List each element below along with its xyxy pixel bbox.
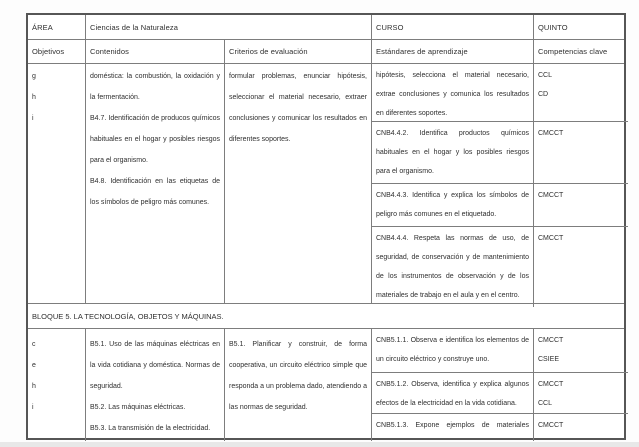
curso-label: CURSO bbox=[372, 15, 534, 39]
competencia-code: CMCCT bbox=[538, 337, 564, 344]
competencia-code: CCL bbox=[538, 400, 553, 407]
objetivo-letter: c bbox=[32, 341, 36, 348]
competencias-cell bbox=[534, 122, 628, 183]
contenido-item: B5.2. Las máquinas eléctricas. bbox=[90, 404, 186, 411]
competencia-code: CMCCT bbox=[538, 130, 564, 137]
estandar-row bbox=[372, 184, 628, 227]
competencias-cell bbox=[534, 64, 628, 121]
objetivo-letter: e bbox=[32, 362, 36, 369]
contenidos-header: Contenidos bbox=[86, 40, 225, 63]
estandar-text-cell bbox=[372, 329, 534, 372]
objetivo-letter: i bbox=[32, 404, 34, 411]
contenido-item: B5.3. La transmisión de la electricidad. bbox=[90, 425, 211, 432]
competencia-code: CMCCT bbox=[538, 422, 564, 429]
competencias-cell bbox=[534, 184, 628, 226]
criterios-header: Criterios de evaluación bbox=[225, 40, 372, 63]
objetivo-letter: h bbox=[32, 94, 36, 101]
objetivo-letter: h bbox=[32, 383, 36, 390]
header-row-area bbox=[28, 15, 624, 40]
block5-estandares-column bbox=[372, 329, 628, 441]
estandar-text: CNB5.1.1. Observa e identifica los elementos de un circuito eléctrico y construye uno. bbox=[376, 337, 529, 363]
criterio-item: formular problemas, enunciar hipótesis, seleccionar el material necesario, extraer conclusiones y comunicar los resultados en diferentes soportes. bbox=[229, 73, 367, 143]
estandar-text-cell bbox=[372, 414, 534, 441]
contenido-item: B4.8. Identificación en las etiquetas de los símbolos de peligro más comunes. bbox=[90, 178, 220, 206]
estandar-text: CNB4.4.3. Identifica y explica los símbolos de peligro más comunes en el etiquetado. bbox=[376, 192, 529, 218]
contenido-item: doméstica: la combustión, la oxidación y la fermentación. bbox=[90, 73, 220, 101]
estandar-row bbox=[372, 373, 628, 414]
estandar-row bbox=[372, 329, 628, 373]
estandar-text-cell bbox=[372, 227, 534, 307]
competencia-code: CCL bbox=[538, 72, 553, 79]
estandares-header: Estándares de aprendizaje bbox=[372, 40, 534, 63]
competencias-cell bbox=[534, 373, 628, 413]
estandar-row bbox=[372, 227, 628, 307]
block4-contenidos-cell bbox=[86, 64, 225, 303]
estandar-text-cell bbox=[372, 184, 534, 226]
estandar-text: CNB5.1.2. Observa, identifica y explica algunos efectos de la electricidad en la vida cotidiana. bbox=[376, 381, 529, 407]
estandar-text-cell bbox=[372, 373, 534, 413]
competencias-cell bbox=[534, 414, 628, 441]
competencia-code: CSIEE bbox=[538, 356, 560, 363]
column-header-row bbox=[28, 40, 624, 64]
block4-row bbox=[28, 64, 624, 304]
page-edge-shadow bbox=[0, 442, 639, 447]
competencias-cell bbox=[534, 227, 628, 307]
curso-value: QUINTO bbox=[538, 22, 568, 32]
bloque5-divider-row bbox=[28, 304, 624, 329]
area-value: Ciencias de la Naturaleza bbox=[86, 15, 372, 39]
curriculum-table bbox=[26, 13, 626, 440]
block5-criterios-cell bbox=[225, 329, 372, 441]
block5-row bbox=[28, 329, 624, 441]
block5-contenidos-cell bbox=[86, 329, 225, 441]
estandar-text: CNB4.4.4. Respeta las normas de uso, de seguridad, de conservación y de mantenimiento de los instrumentos de observación y de los materiales de trabajo en el aula y en el centro. bbox=[376, 235, 529, 299]
contenido-item: B5.1. Uso de las máquinas eléctricas en la vida cotidiana y doméstica. Normas de seguridad. bbox=[90, 341, 220, 390]
competencia-code: CMCCT bbox=[538, 235, 564, 242]
estandar-row bbox=[372, 122, 628, 184]
block4-estandares-column bbox=[372, 64, 628, 303]
objetivo-letter: g bbox=[32, 73, 36, 80]
objetivos-header: Objetivos bbox=[28, 40, 86, 63]
estandar-row bbox=[372, 414, 628, 441]
estandar-text: hipótesis, selecciona el material necesario, extrae conclusiones y comunica los resultados en diferentes soportes. bbox=[376, 72, 529, 117]
estandar-text: CNB4.4.2. Identifica productos químicos habituales en el hogar y los posibles riesgos para el organismo. bbox=[376, 130, 529, 175]
competencias-cell bbox=[534, 329, 628, 372]
estandar-text-cell bbox=[372, 64, 534, 121]
estandar-row bbox=[372, 64, 628, 122]
competencia-code: CD bbox=[538, 91, 549, 98]
criterio-item: B5.1. Planificar y construir, de forma cooperativa, un circuito eléctrico simple que responda a un problema dado, atendiendo a las normas de seguridad. bbox=[229, 341, 367, 411]
block4-objetivos-cell bbox=[28, 64, 86, 303]
contenido-item: B4.7. Identificación de producos químicos habituales en el hogar y posibles riesgos para el organismo. bbox=[90, 115, 220, 164]
objetivo-letter: i bbox=[32, 115, 34, 122]
block4-criterios-cell bbox=[225, 64, 372, 303]
competencia-code: CMCCT bbox=[538, 381, 564, 388]
competencias-header: Competencias clave bbox=[538, 47, 608, 56]
bloque5-title: BLOQUE 5. LA TECNOLOGÍA, OBJETOS Y MÁQUINAS. bbox=[32, 311, 224, 321]
estandar-text-cell bbox=[372, 122, 534, 183]
block5-objetivos-cell bbox=[28, 329, 86, 441]
estandar-text: CNB5.1.3. Expone ejemplos de materiales bbox=[376, 422, 529, 429]
competencia-code: CMCCT bbox=[538, 192, 564, 199]
area-label: ÁREA bbox=[28, 15, 86, 39]
